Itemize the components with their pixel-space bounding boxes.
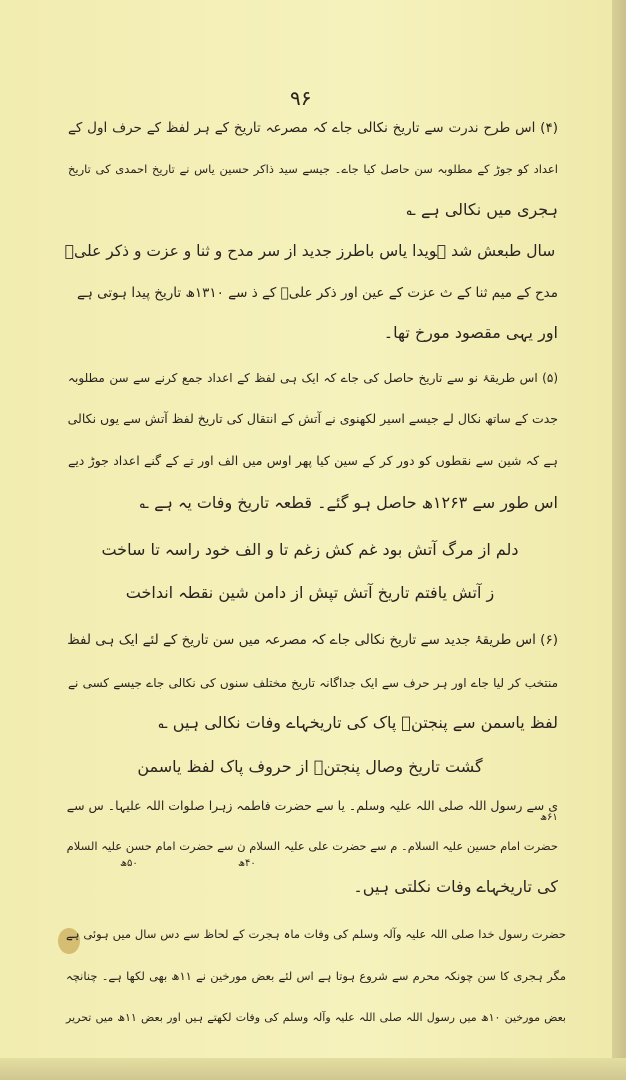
text-line: اس طور سے ۱۲۶۳ھ حاصل ہو گئے۔ قطعہ تاریخ وفات یہ ہے ؎ (139, 493, 558, 512)
page-number: ۹۶ (290, 86, 312, 110)
text-line: جدت کے ساتھ نکال لے جیسے اسیر لکھنوی نے آتش کے انتقال کی تاریخ لفظ آتش سے یوں نکالی (67, 411, 558, 426)
year-annotation: ۴۰ھ (238, 858, 256, 869)
text-line: (۴) اس طرح ندرت سے تاریخ نکالی جاے کہ مصرعہ تاریخ کے ہر لفظ کے حرف اول کے (68, 120, 558, 136)
page-bottom-edge (0, 1058, 626, 1080)
text-line: (۶) اس طریقۂ جدید سے تاریخ نکالی جاے کہ مصرعہ میں سن تاریخ کے لئے ایک ہی لفظ (67, 632, 558, 648)
verse-line: دلم از مرگ آتش بود غم کش زغم تا و الف خود راسہ تا ساخت (101, 540, 519, 559)
text-line: مگر ہجری کا سن چونکہ محرم سے شروع ہوتا ہے اس لئے بعض مورخین نے ۱۱ھ بھی لکھا ہے۔ چنانچہ (66, 969, 566, 983)
text-line: اور یہی مقصود مورخ تھا۔ (383, 323, 558, 342)
text-line: (۵) اس طریقۂ نو سے تاریخ حاصل کی جاے کہ ایک ہی لفظ کے اعداد جمع کرنے سے سن مطلوبہ (68, 371, 558, 385)
text-line: حضرت امام حسین علیہ السلام۔ م سے حضرت علی علیہ السلام ن سے حضرت امام حسن علیہ السلام (66, 839, 558, 853)
text-line: ہے کہ شین سے نقطوں کو دور کر کے سین کیا پھر اوس میں الف اور تے کے گنے اعداد جوڑ دیے (68, 453, 558, 468)
year-annotation: ۶۱ھ (540, 812, 558, 823)
text-line: اعداد کو جوڑ کے مطلوبہ سن حاصل کیا جاے۔ جیسے سید ذاکر حسین یاس نے تاریخ احمدی کی تاریخ (68, 162, 558, 176)
text-line: کی تاریخہاے وفات نکلتی ہیں۔ (353, 877, 558, 896)
text-line: بعض مورخین ۱۰ھ میں رسول اللہ صلی اللہ علیہ وآلہ وسلم کی وفات لکھتے ہیں اور بعض ۱۱ھ میں تحریر (66, 1011, 566, 1024)
text-line: لفظ یاسمن سے پنجتنؑ پاک کی تاریخہاے وفات نکالی ہیں ؎ (158, 713, 558, 732)
verse-line: سال طبعش شد ہویدا یاس باطرز جدید از سر مدح و ثنا و عزت و ذکر علیؑ (64, 242, 556, 260)
text-line: منتخب کر لیا جاے اور ہر حرف سے ایک جداگانہ تاریخ مختلف سنوں کی نکالی جاے جیسے کسی نے (68, 676, 558, 690)
text-line: ہجری میں نکالی ہے ؎ (406, 200, 558, 219)
text-line: مدح کے میم ثنا کے ث عزت کے عین اور ذکر علیؑ کے ذ سے ۱۳۱۰ھ تاریخ پیدا ہوتی ہے (77, 285, 558, 301)
text-line: حضرت رسول خدا صلی اللہ علیہ وآلہ وسلم کی وفات ماہ ہجرت کے لحاظ سے دس سال میں ہوئی ہے (66, 927, 566, 941)
page-edge (612, 0, 626, 1080)
year-annotation: ۵۰ھ (120, 858, 138, 869)
verse-line: ز آتش یافتم تاریخ آتش تپش از دامن شین نقطہ انداخت (125, 583, 495, 602)
text-line: ی سے رسول اللہ صلی اللہ علیہ وسلم۔ یا سے حضرت فاطمہ زہرا صلوات اللہ علیہا۔ س سے (66, 798, 558, 813)
verse-line: گشت تاریخ وصال پنجتنؑ از حروف پاک لفظ یاسمن (137, 757, 483, 776)
